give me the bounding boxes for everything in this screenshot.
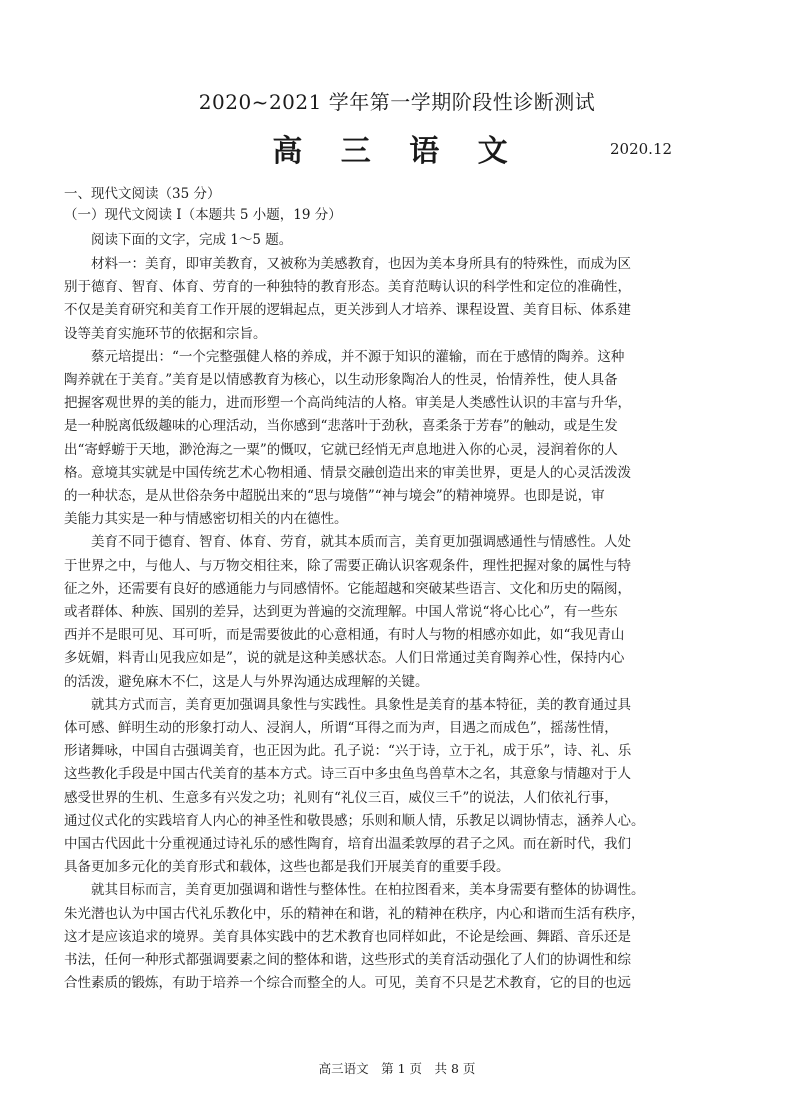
text-line: 别于德育、智育、体育、劳育的一种独特的教育形态。美育范畴认识的科学性和定位的准确性，	[64, 279, 631, 295]
text-line: 形诸舞咏，中国自古强调美育，也正因为此。孔子说：“兴于诗，立于礼，成于乐”，诗、礼、乐	[64, 743, 632, 759]
text-line: 陶养就在于美育。”美育是以情感教育为核心，以生动形象陶冶人的性灵，怡情养性，使人具备	[64, 372, 618, 388]
text-line: 书法，任何一种形式都强调要素之间的整体和谐，这些形式的美育活动强化了人们的协调性和综	[64, 952, 631, 968]
text-line: 朱光潜也认为中国古代礼乐教化中，乐的精神在和谐，礼的精神在秩序，内心和谐而生活有秩序，	[64, 906, 645, 922]
subject-title: 高 三 语 文	[272, 134, 522, 169]
text-line: 格。意境其实就是中国传统艺术心物相通、情景交融创造出来的审美世界，更是人的心灵活泼泼	[64, 465, 631, 481]
text-line: 西并不是眼可见、耳可听，而是需要彼此的心意相通，有时人与物的相感亦如此，如“我见青山	[64, 627, 625, 643]
text-line: 征之外，还需要有良好的感通能力与同感情怀。它能超越和突破某些语言、文化和历史的隔阂，	[64, 581, 631, 597]
text-line: 的一种状态，是从世俗杂务中超脱出来的“思与境偕”“神与境会”的精神境界。也即是说，审	[64, 488, 605, 504]
text-line: 把握客观世界的美的能力，进而形塑一个高尚纯洁的人格。审美是人类感性认识的丰富与升华，	[64, 395, 631, 411]
text-line: 就其目标而言，美育更加强调和谐性与整体性。在柏拉图看来，美本身需要有整体的协调性。	[64, 882, 645, 898]
text-line: 不仅是美育研究和美育工作开展的逻辑起点，更关涉到人才培养、课程设置、美育目标、体系建	[64, 302, 631, 318]
exam-title: 2020~2021 学年第一学期阶段性诊断测试	[198, 90, 596, 114]
text-line: 是一种脱离低级趣味的心理活动，当你感到“悲落叶于劲秋，喜柔条于芳春”的触动，或是生发	[64, 418, 618, 434]
text-line: 这些教化手段是中国古代美育的基本方式。诗三百中多虫鱼鸟兽草木之名，其意象与情趣对于人	[64, 766, 631, 782]
text-line: 具备更加多元化的美育形式和载体，这些也都是我们开展美育的重要手段。	[64, 859, 510, 875]
text-line: 就其方式而言，美育更加强调具象性与实践性。具象性是美育的基本特征，美的教育通过具	[64, 697, 631, 713]
text-line: 阅读下面的文字，完成 1～5 题。	[64, 232, 293, 248]
text-line: 于世界之中，与他人、与万物交相往来，除了需要正确认识客观条件，理性把握对象的属性与特	[64, 558, 631, 574]
text-line: 多妩媚，料青山见我应如是”，说的就是这种美感状态。人们日常通过美育陶养心性，保持内心	[64, 650, 625, 666]
text-line: 材料一：美育，即审美教育，又被称为美感教育，也因为美本身所具有的特殊性，而成为区	[64, 256, 631, 272]
text-line: 通过仪式化的实践培育人内心的神圣性和敬畏感；乐则和顺人情，乐教足以调协情志，涵养人心。	[64, 813, 645, 829]
text-line: 感受世界的生机、生意多有兴发之功；礼则有“礼仪三百，威仪三千”的说法，人们依礼行事，	[64, 790, 618, 806]
text-line: 出“寄蜉蝣于天地，渺沧海之一粟”的慨叹，它就已经悄无声息地进入你的心灵，浸润着你的人	[64, 442, 618, 458]
text-line: 这才是应该追求的境界。美育具体实践中的艺术教育也同样如此，不论是绘画、舞蹈、音乐还是	[64, 929, 631, 945]
section-heading: （一）现代文阅读 I（本题共 5 小题，19 分）	[64, 207, 342, 223]
text-line: 美能力其实是一种与情感密切相关的内在德性。	[64, 511, 348, 527]
text-line: 美育不同于德育、智育、体育、劳育，就其本质而言，美育更加强调感通性与情感性。人处	[64, 534, 631, 550]
text-line: 的活泼，避免麻木不仁，这是人与外界沟通达成理解的关键。	[64, 674, 429, 690]
text-line: 蔡元培提出：“一个完整强健人格的养成，并不源于知识的灌输，而在于感情的陶养。这种	[64, 349, 625, 365]
text-line: 或者群体、种族、国别的差异，达到更为普遍的交流理解。中国人常说“将心比心”，有一些东	[64, 604, 618, 620]
page-footer: 高三语文 第 1 页 共 8 页	[318, 1061, 476, 1076]
text-line: 中国古代因此十分重视通过诗礼乐的感性陶育，培育出温柔敦厚的君子之风。而在新时代，我们	[64, 836, 631, 852]
text-line: 体可感、鲜明生动的形象打动人、浸润人，所谓“耳得之而为声，目遇之而成色”，摇荡性情，	[64, 720, 618, 736]
section-heading: 一、现代文阅读（35 分）	[64, 186, 221, 202]
exam-date: 2020.12	[610, 140, 673, 158]
text-line: 合性素质的锻炼，有助于培养一个综合而整全的人。可见，美育不只是艺术教育，它的目的也远	[64, 975, 631, 991]
text-line: 设等美育实施环节的依据和宗旨。	[64, 326, 267, 342]
